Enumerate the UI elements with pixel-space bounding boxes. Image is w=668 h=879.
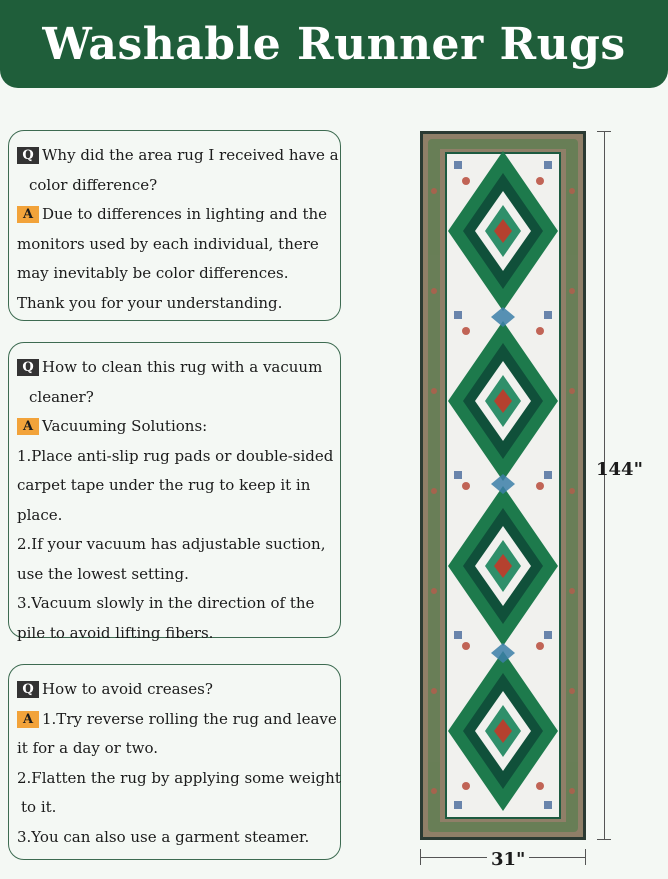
page-title: Washable Runner Rugs bbox=[42, 18, 626, 70]
answer-line bbox=[17, 705, 336, 735]
question-text: Why did the area rug I received have a bbox=[42, 146, 339, 164]
answer-line: 1.Place anti-slip rug pads or double-sided bbox=[17, 446, 334, 465]
question-tag: Q bbox=[17, 147, 39, 164]
answer-line: it for a day or two. bbox=[17, 739, 158, 757]
answer-text: Due to differences in lighting and the bbox=[42, 205, 328, 223]
faq-card-color-difference bbox=[8, 130, 341, 321]
answer-line: 2.Flatten the rug by applying some weight bbox=[17, 768, 341, 787]
answer-tag: A bbox=[17, 418, 39, 435]
question-tag: Q bbox=[17, 359, 39, 376]
question-line bbox=[17, 141, 339, 171]
question-line bbox=[17, 353, 336, 383]
answer-line: may inevitably be color differences. bbox=[17, 264, 289, 282]
answer-text: 1.Try reverse rolling the rug and leave bbox=[42, 709, 337, 728]
answer-line: 3.You can also use a garment steamer. bbox=[17, 827, 310, 846]
question-line: cleaner? bbox=[29, 387, 94, 406]
answer-line: pile to avoid lifting fibers. bbox=[17, 623, 214, 642]
length-label: 144" bbox=[596, 459, 643, 480]
answer-line: 2.If your vacuum has adjustable suction, bbox=[17, 535, 326, 553]
runner-rug-image bbox=[420, 131, 586, 844]
answer-line: Thank you for your understanding. bbox=[17, 293, 283, 312]
answer-line: to it. bbox=[21, 798, 57, 816]
answer-line: use the lowest setting. bbox=[17, 564, 189, 583]
faq-card-vacuum-cleaning bbox=[8, 342, 341, 642]
faq-card-creases bbox=[8, 664, 341, 860]
question-tag: Q bbox=[17, 681, 39, 698]
answer-line: monitors used by each individual, there bbox=[17, 234, 319, 253]
question-text: How to clean this rug with a vacuum bbox=[42, 358, 323, 376]
question-line bbox=[17, 675, 336, 705]
length-dimension-line bbox=[597, 131, 611, 840]
header-banner bbox=[0, 0, 668, 88]
answer-text: Vacuuming Solutions: bbox=[42, 417, 208, 435]
answer-line: place. bbox=[17, 505, 63, 524]
width-label: 31" bbox=[487, 849, 529, 870]
question-line: color difference? bbox=[29, 175, 158, 194]
rug-illustration bbox=[420, 131, 586, 840]
answer-line: 3.Vacuum slowly in the direction of the bbox=[17, 594, 315, 612]
answer-tag: A bbox=[17, 711, 39, 728]
answer-line: carpet tape under the rug to keep it in bbox=[17, 476, 311, 494]
answer-line bbox=[17, 200, 336, 230]
answer-tag: A bbox=[17, 206, 39, 223]
question-text: How to avoid creases? bbox=[42, 680, 213, 698]
answer-line bbox=[17, 412, 336, 442]
